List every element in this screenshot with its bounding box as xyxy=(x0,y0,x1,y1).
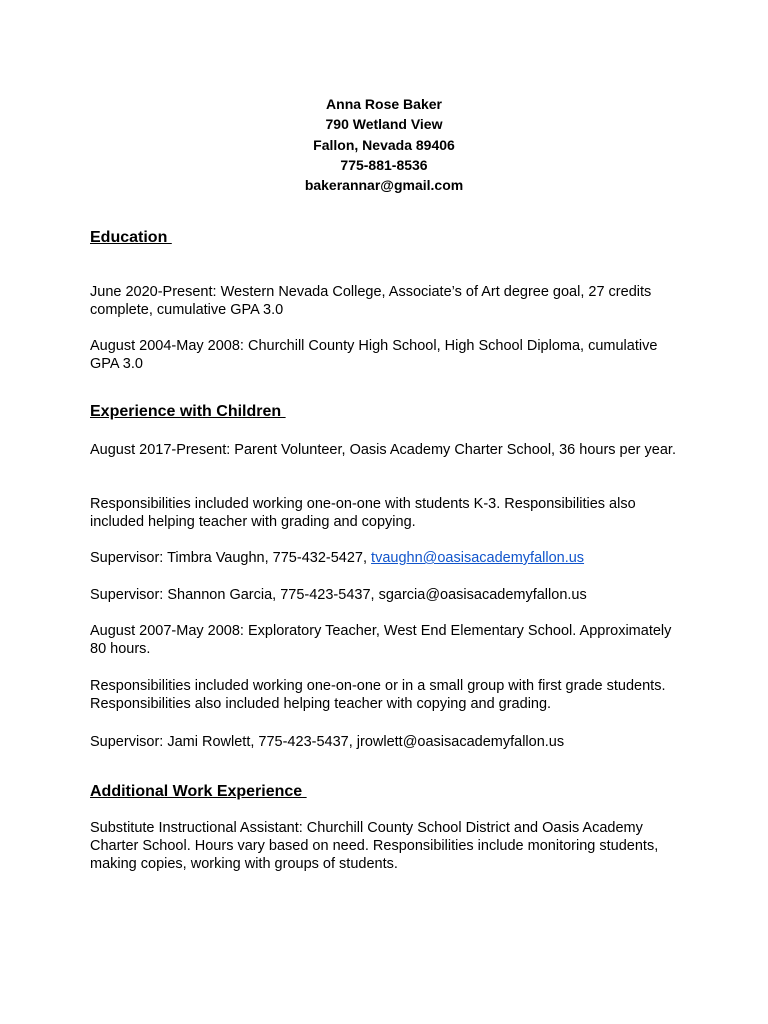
street-address: 790 Wetland View xyxy=(325,116,443,133)
westend-responsibilities: Responsibilities included working one-on-one or in a small group with first grade students. Responsibilities also included helping teacher with copying and grading. xyxy=(90,678,666,712)
additional-work-entry: Substitute Instructional Assistant: Churchill County School District and Oasis Academy Charter School. Hours vary based on need. Responsibilities include monitoring students, making copies, working with groups of students. xyxy=(90,820,659,872)
education-heading: Education xyxy=(90,229,172,246)
supervisor-jami-rowlett: Supervisor: Jami Rowlett, 775-423-5437, jrowlett@oasisacademyfallon.us xyxy=(90,734,565,750)
oasis-position: August 2017-Present: Parent Volunteer, Oasis Academy Charter School, 36 hours per year. xyxy=(90,442,676,458)
phone-number: 775-881-8536 xyxy=(340,156,428,173)
westend-position: August 2007-May 2008: Exploratory Teacher, West End Elementary School. Approximately 80 hours. xyxy=(90,623,672,657)
oasis-responsibilities: Responsibilities included working one-on-one with students K-3. Responsibilities also included helping teacher with grading and copying. xyxy=(90,496,636,530)
additional-work-heading: Additional Work Experience xyxy=(90,783,307,800)
experience-children-heading: Experience with Children xyxy=(90,403,286,420)
applicant-name: Anna Rose Baker xyxy=(326,96,442,112)
education-entry-high-school: August 2004-May 2008: Churchill County High School, High School Diploma, cumulative GPA 3.0 xyxy=(90,338,658,372)
supervisor-email-link[interactable]: tvaughn@oasisacademyfallon.us xyxy=(371,550,585,566)
city-state-zip: Fallon, Nevada 89406 xyxy=(313,136,455,153)
supervisor-timbra-vaughn xyxy=(90,549,690,567)
supervisor-shannon-garcia: Supervisor: Shannon Garcia, 775-423-5437, sgarcia@oasisacademyfallon.us xyxy=(90,587,587,603)
education-entry-wnc: June 2020-Present: Western Nevada College, Associate’s of Art degree goal, 27 credits complete, cumulative GPA 3.0 xyxy=(90,284,652,318)
supervisor-label: Supervisor: Timbra Vaughn, 775-432-5427, xyxy=(90,550,372,566)
contact-header xyxy=(0,94,768,195)
email-address: bakerannar@gmail.com xyxy=(304,177,464,194)
